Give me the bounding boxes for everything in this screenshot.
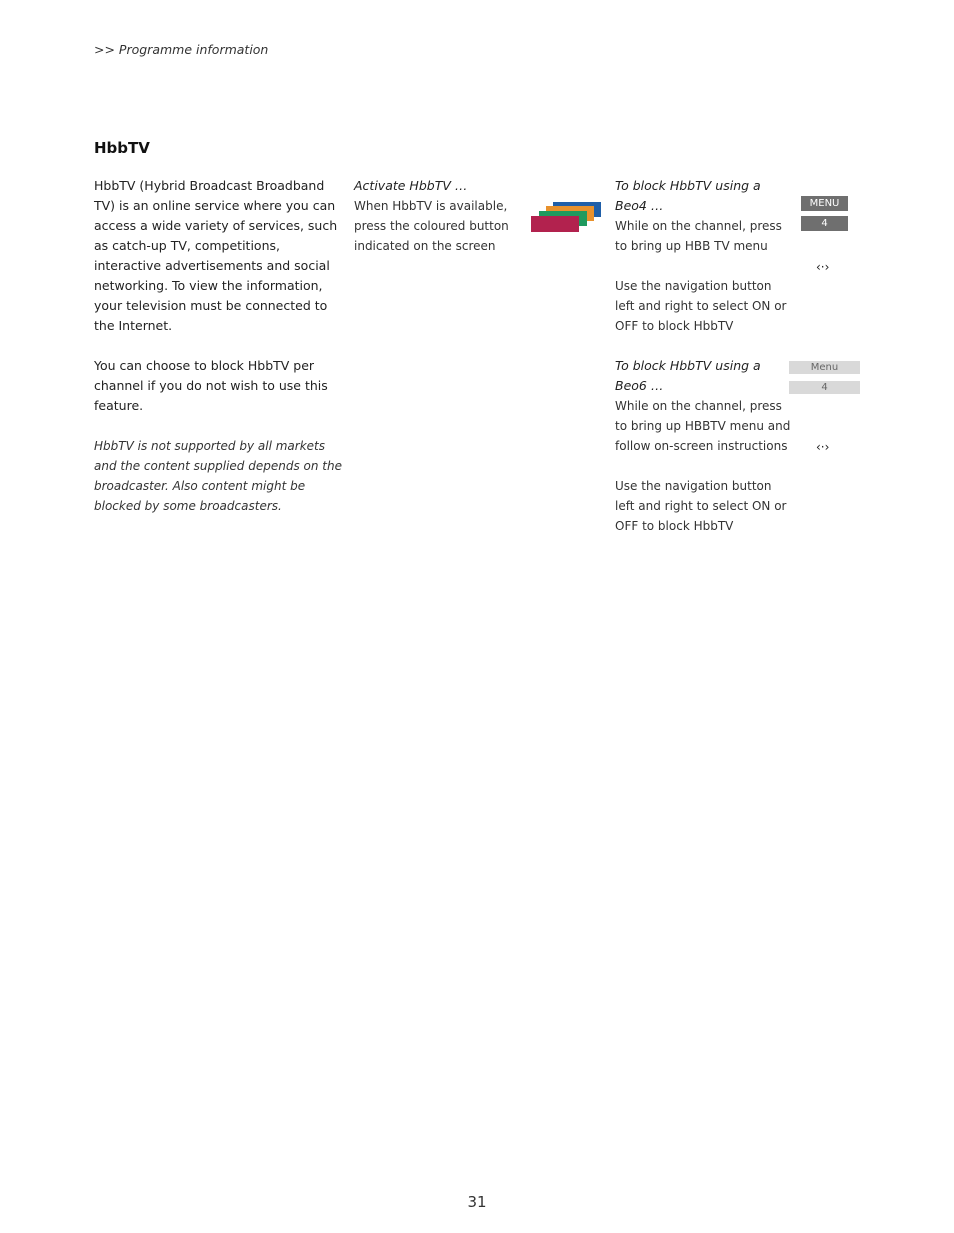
beo6-navigation-arrows-icon: ‹·› bbox=[816, 440, 830, 454]
beo4-step-press: While on the channel, press to bring up HBB TV menu bbox=[615, 219, 782, 253]
beo4-navigation-arrows-icon: ‹·› bbox=[816, 260, 830, 274]
beo4-digit-key: 4 bbox=[801, 216, 848, 231]
beo6-step-press: While on the channel, press to bring up HBBTV menu and follow on-screen instructions bbox=[615, 399, 791, 453]
activate-subheading: Activate HbbTV … bbox=[354, 178, 468, 193]
beo6-menu-key: Menu bbox=[789, 361, 860, 374]
beo4-column bbox=[615, 176, 791, 536]
section-heading: HbbTV bbox=[94, 139, 150, 157]
intro-paragraph: HbbTV (Hybrid Broadcast Broadband TV) is an online service where you can access a wide variety of services, such as catch-up TV, competitions, interactive advertisements and social networking. To view the information, your television must be connected to the Internet. bbox=[94, 178, 338, 333]
block-info-paragraph: You can choose to block HbbTV per channel if you do not wish to use this feature. bbox=[94, 358, 328, 413]
beo4-step-navigate: Use the navigation button left and right to select ON or OFF to block HbbTV bbox=[615, 279, 787, 333]
red-button-card bbox=[531, 216, 579, 232]
intro-column bbox=[94, 176, 342, 536]
activate-instruction: When HbbTV is available, press the coloured button indicated on the screen bbox=[354, 199, 509, 253]
beo6-subheading: To block HbbTV using a Beo6 … bbox=[615, 358, 761, 393]
beo6-digit-key: 4 bbox=[789, 381, 860, 394]
beo4-menu-key: MENU bbox=[801, 196, 848, 211]
coloured-buttons-icon bbox=[530, 200, 602, 234]
beo6-step-navigate: Use the navigation button left and right to select ON or OFF to block HbbTV bbox=[615, 479, 787, 533]
availability-note: HbbTV is not supported by all markets and the content supplied depends on the broadcaster. Also content might be blocked by some broadcasters. bbox=[94, 439, 342, 513]
breadcrumb: >> Programme information bbox=[94, 42, 269, 57]
page-number: 31 bbox=[467, 1193, 487, 1211]
beo4-subheading: To block HbbTV using a Beo4 … bbox=[615, 178, 761, 213]
activate-column bbox=[354, 176, 532, 256]
